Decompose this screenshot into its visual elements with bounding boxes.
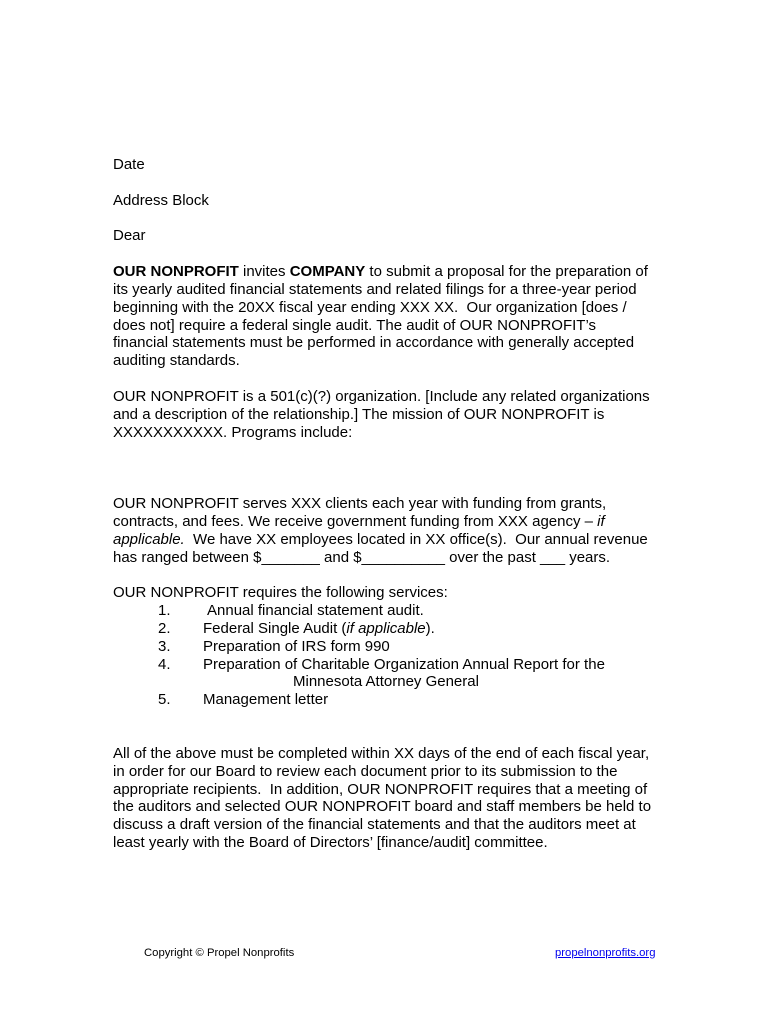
timeline-line: discuss a draft version of the financial statements and that the auditors meet at	[113, 816, 636, 834]
list-item	[113, 602, 713, 620]
list-item-run: Annual financial statement audit.	[207, 602, 424, 620]
intro-text: does not] require a federal single audit. The audit of OUR NONPROFIT’s	[113, 316, 597, 334]
list-item-run: Federal Single Audit (	[203, 619, 347, 637]
spacer	[113, 174, 713, 192]
list-item-text	[203, 638, 390, 656]
intro-line	[113, 334, 713, 352]
funding-line	[113, 549, 713, 567]
date-line: Date	[113, 156, 145, 173]
list-item	[113, 620, 713, 638]
intro-text: financial statements must be performed in accordance with generally accepted	[113, 334, 635, 352]
list-number: 1.	[158, 602, 171, 620]
address-block: Address Block	[113, 191, 209, 209]
services-heading: OUR NONPROFIT requires the following services:	[113, 584, 448, 602]
organization-line: OUR NONPROFIT is a 501(c)(?) organization. [Include any related organizations	[113, 387, 650, 405]
timeline-line: the auditors and selected OUR NONPROFIT board and staff members be held to	[113, 798, 652, 816]
list-item-run: ).	[425, 619, 435, 637]
list-item	[113, 656, 713, 674]
timeline-line: least yearly with the Board of Directors’ [finance/audit] committee.	[113, 834, 548, 852]
intro-line	[113, 263, 713, 281]
intro-text: beginning with the 20XX fiscal year ending XXX XX. Our organization [does /	[113, 298, 627, 316]
list-item	[113, 638, 713, 656]
organization-line: and a description of the relationship.] The mission of OUR NONPROFIT is	[113, 405, 605, 423]
organization-line: XXXXXXXXXXX. Programs include:	[113, 423, 353, 441]
list-number: 2.	[158, 619, 171, 637]
funding-line	[113, 495, 713, 513]
spacer	[113, 727, 713, 745]
funding-line	[113, 531, 713, 549]
spacer	[113, 477, 713, 495]
intro-line	[113, 299, 713, 317]
letter-body	[113, 156, 713, 852]
intro-text: to submit a proposal for the preparation of	[365, 263, 648, 281]
intro-text: auditing standards.	[113, 352, 240, 370]
funding-text: contracts, and fees. We receive government funding from XXX agency –	[113, 512, 598, 530]
intro-paragraph	[113, 263, 713, 370]
list-item-text	[203, 691, 328, 709]
spacer	[113, 566, 713, 584]
spacer	[113, 709, 713, 727]
timeline-line: in order for our Board to review each document prior to its submission to the	[113, 762, 618, 780]
company-name-bold: COMPANY	[289, 263, 366, 281]
intro-line	[113, 281, 713, 299]
intro-text: its yearly audited financial statements and related filings for a three-year period	[113, 280, 637, 298]
list-item-text	[203, 656, 605, 674]
intro-text: invites	[238, 263, 290, 281]
funding-text: We have XX employees located in XX office(s). Our annual revenue	[184, 530, 648, 548]
list-item	[113, 691, 713, 709]
spacer	[113, 459, 713, 477]
footer-copyright: Copyright © Propel Nonprofits	[144, 947, 295, 959]
funding-text-italic: if	[597, 512, 605, 530]
list-number: 4.	[158, 655, 171, 673]
list-item-run: Preparation of Charitable Organization Annual Report for the	[203, 655, 605, 673]
funding-text: OUR NONPROFIT serves XXX clients each year with funding from grants,	[113, 495, 607, 513]
funding-line	[113, 513, 713, 531]
spacer	[113, 210, 713, 228]
list-item-text	[203, 620, 435, 638]
list-number: 3.	[158, 637, 171, 655]
intro-line	[113, 317, 713, 335]
list-item-run: Preparation of IRS form 990	[203, 637, 390, 655]
list-item-text	[207, 602, 424, 620]
timeline-line: appropriate recipients. In addition, OUR NONPROFIT requires that a meeting of	[113, 780, 648, 798]
organization-paragraph	[113, 388, 713, 442]
list-item-run: Management letter	[203, 691, 329, 709]
list-item-continuation-text: Minnesota Attorney General	[293, 673, 479, 691]
salutation: Dear	[113, 227, 146, 245]
org-name-bold: OUR NONPROFIT	[113, 263, 239, 281]
funding-paragraph	[113, 495, 713, 566]
timeline-line: All of the above must be completed within XX days of the end of each fiscal year,	[113, 744, 650, 762]
intro-line	[113, 352, 713, 370]
list-item-run-italic: if applicable	[346, 619, 426, 637]
spacer	[113, 245, 713, 263]
funding-text: has ranged between $_______ and $__________ over the past ___ years.	[113, 548, 611, 566]
timeline-paragraph	[113, 745, 713, 852]
spacer	[113, 442, 713, 460]
spacer	[113, 370, 713, 388]
funding-text-italic: applicable.	[113, 530, 185, 548]
footer-website-link[interactable]: propelnonprofits.org	[555, 947, 656, 959]
list-item-continuation	[113, 673, 713, 691]
list-number: 5.	[158, 691, 171, 709]
services-section	[113, 584, 713, 709]
